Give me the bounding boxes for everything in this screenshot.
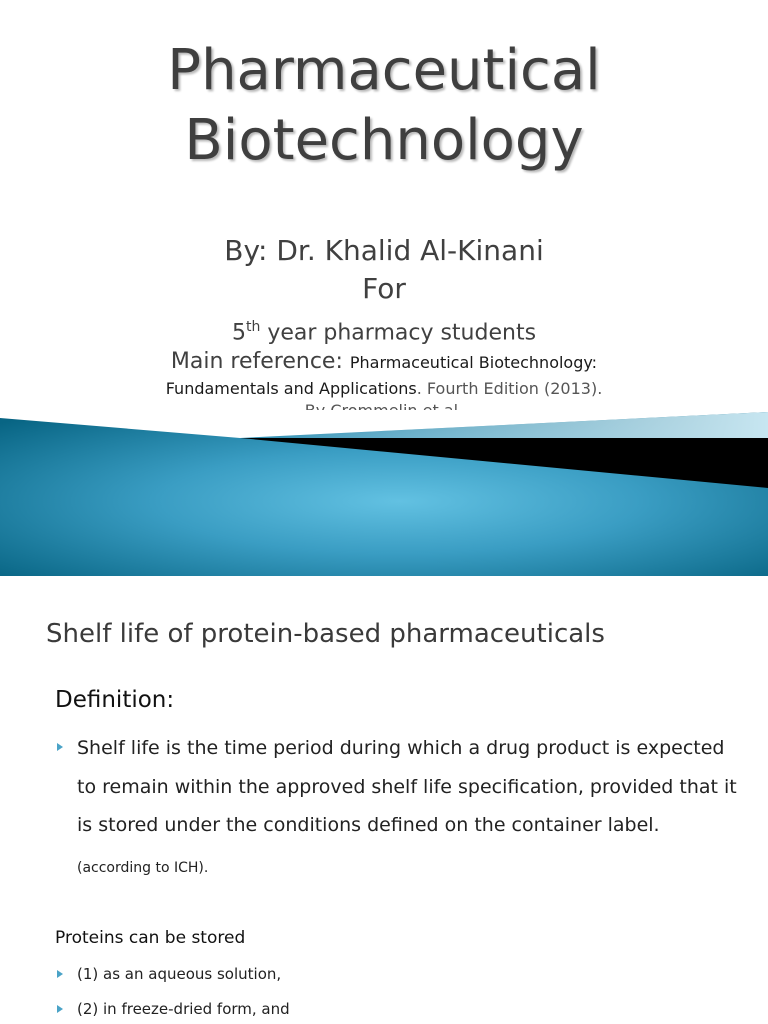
title-line-1: Pharmaceutical — [167, 38, 601, 103]
reference-line-2 — [0, 378, 768, 400]
decorative-banner — [0, 410, 768, 576]
reference-label: Main reference: — [170, 349, 350, 374]
for-line: For — [362, 272, 406, 305]
storage-heading: Proteins can be stored — [55, 928, 246, 948]
bullet-arrow-icon — [57, 1005, 63, 1013]
reference-book-title-2: Fundamentals and Applications — [165, 379, 417, 398]
definition-source: (according to ICH). — [77, 859, 209, 876]
year-rest: year pharmacy students — [260, 320, 537, 346]
reference-edition: . Fourth Edition (2013). — [416, 379, 603, 398]
storage-item-1: (1) as an aqueous solution, — [77, 965, 282, 983]
author-line: By: Dr. Khalid Al-Kinani — [224, 234, 544, 267]
definition-text: Shelf life is the time period during which a drug product is expected to remain within the approved shelf life specification, provided that it is stored under the conditions defined on the container label. — [77, 737, 737, 836]
slide2-title: Shelf life of protein-based pharmaceuticals — [46, 619, 605, 649]
definition-bullet — [77, 729, 737, 887]
bullet-arrow-icon — [57, 970, 63, 978]
year-ordinal: th — [245, 319, 261, 335]
definition-label: Definition: — [55, 687, 175, 713]
year-number: 5 — [231, 320, 246, 346]
reference-line-1 — [0, 348, 768, 377]
audience-line — [0, 312, 768, 348]
storage-item-2: (2) in freeze-dried form, and — [77, 1000, 290, 1018]
title-line-2: Biotechnology — [184, 108, 584, 173]
bullet-arrow-icon — [57, 743, 63, 751]
slide-title — [0, 36, 768, 176]
reference-book-title-1: Pharmaceutical Biotechnology: — [349, 353, 598, 372]
